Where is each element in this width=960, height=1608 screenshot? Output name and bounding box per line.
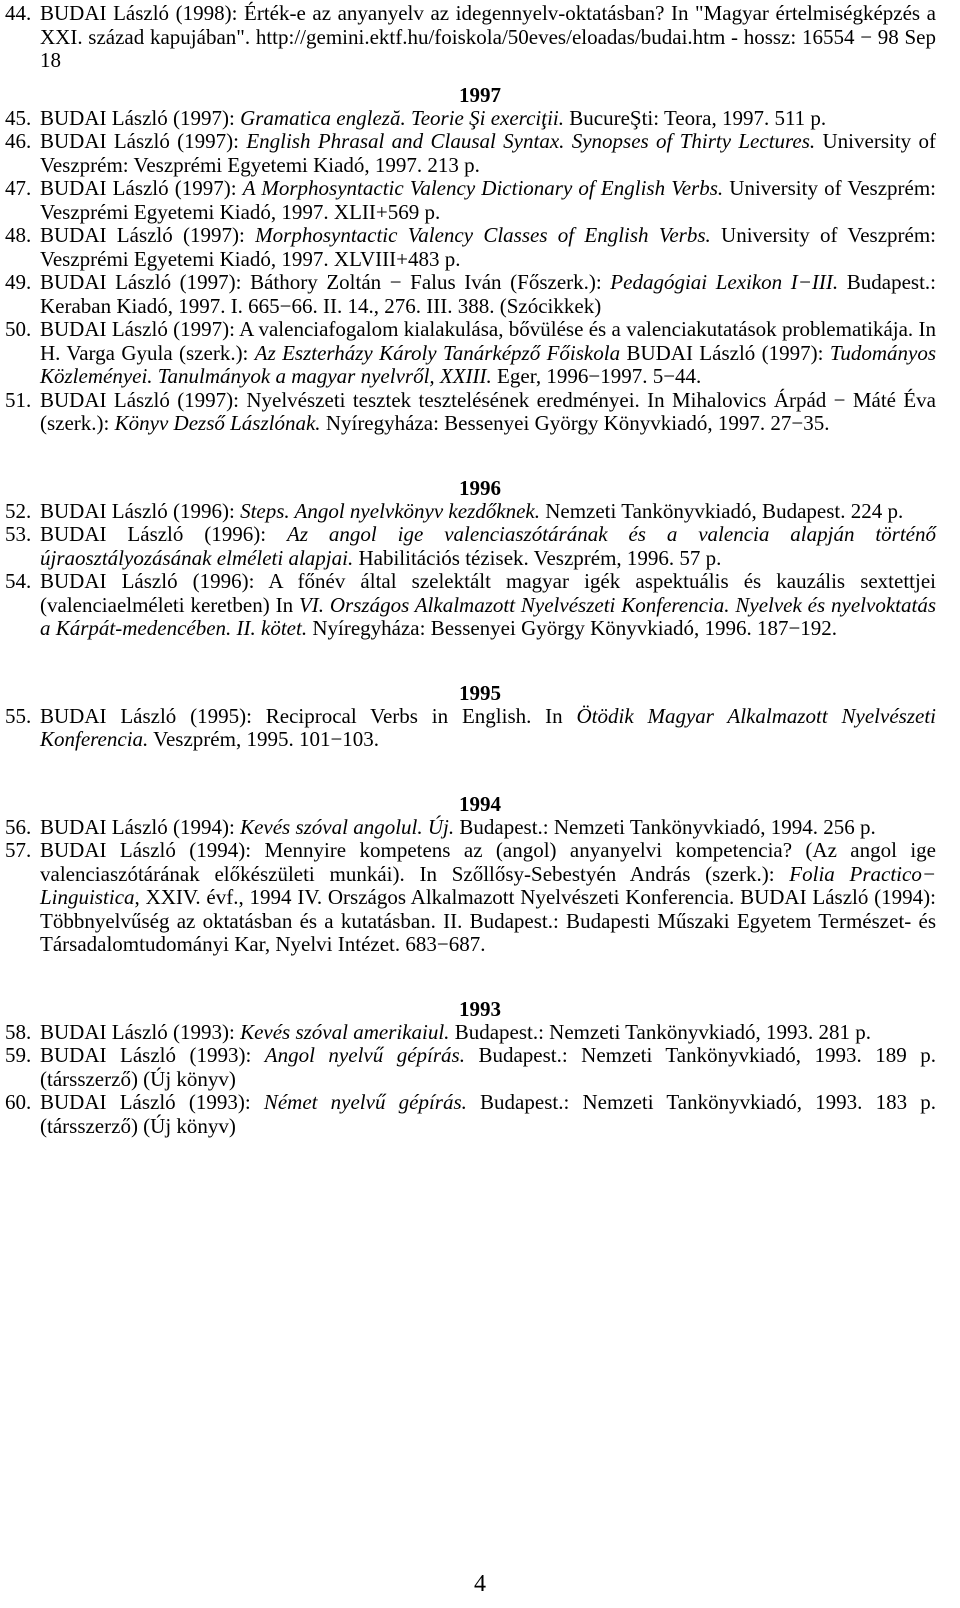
bibliography-entry (0, 523, 936, 570)
bibliography-entry (0, 816, 936, 840)
entry-text: László (1997): (692, 340, 830, 365)
entry-text: László (1996): (106, 522, 288, 546)
entry-number: 46. (5, 129, 32, 153)
entry-title-italic: Kevés szóval angolul. Új. (240, 814, 455, 839)
entry-text: László (1997): Nyelvészeti tesztek tesztelésének eredményei. In Mihalovics Árpád − Máté Éva (szerk.): (40, 387, 936, 435)
entry-title-italic: ii. (547, 105, 564, 130)
entry-title-italic: Angol nyelvű gépírás. (264, 1043, 465, 1067)
entry-text: B (40, 814, 55, 839)
entry-number: 49. (5, 270, 32, 294)
entry-text: Veszprém, 1995. 101−103. (148, 727, 380, 751)
section-gap (0, 957, 960, 997)
author-surname-smallcaps: UDAI (54, 498, 107, 523)
entry-title-italic: Ötödik Magyar Alkalmazott Nyelvészeti Konferencia. (40, 703, 936, 751)
entry-text: Budapest.: Nemzeti Tankönyvkiadó, 1993. 189 p. (társszerző) (Új könyv) (40, 1043, 936, 1091)
entry-title-italic: Pedagógiai Lexikon I−III. (610, 270, 839, 294)
entry-text: B (40, 522, 55, 546)
entry-text: B (40, 176, 55, 200)
author-surname-smallcaps: UDAI (54, 223, 107, 247)
entry-number: 50. (5, 317, 32, 341)
bibliography-entry (0, 1091, 936, 1138)
entry-number: 57. (5, 838, 32, 862)
entry-text: University of Veszprém: Veszprémi Egyetemi Kiadó, 1997. XLVIII+483 p. (40, 223, 937, 271)
entry-text: B (40, 703, 55, 728)
bibliography-entry (0, 570, 936, 641)
entry-text: Nyíregyháza: Bessenyei György Könyvkiadó, 1996. 187−192. (307, 616, 838, 640)
entry-title-italic: Kevés szóval amerikaiul. (240, 1019, 450, 1044)
entry-text: B (40, 387, 55, 412)
entry-text: B (626, 340, 641, 365)
entry-text: László (1994): (106, 814, 241, 839)
entry-number: 51. (5, 387, 32, 412)
bibliography-entry (0, 1021, 936, 1045)
entry-title-italic: ţ (541, 105, 548, 130)
year-heading: 1995 (459, 680, 501, 705)
entry-text: Budapest.: Nemzeti Tankönyvkiadó, 1993. 183 p. (társszerző) (Új könyv) (40, 1090, 936, 1138)
bibliography-entry (0, 130, 936, 177)
entry-text: B (40, 1, 55, 25)
entry-text: B (40, 129, 55, 153)
entry-text: Bucure (564, 105, 630, 130)
entry-text: Budapest.: Nemzeti Tankönyvkiadó, 1993. 281 p. (449, 1019, 872, 1044)
entry-title-italic: i exerci (479, 105, 542, 130)
author-surname-smallcaps: UDAI (54, 129, 107, 153)
entry-text: B (40, 569, 55, 593)
section-gap (0, 752, 960, 792)
entry-number: 55. (5, 703, 32, 728)
bibliography-entry (0, 1044, 936, 1091)
entry-text: Habilitációs tézisek. Veszprém, 1996. 57 p. (353, 545, 722, 570)
entry-text: B (40, 838, 55, 862)
bibliography-entry (0, 177, 936, 224)
entry-text: László (1997): Báthory Zoltán − Falus Iván (Főszerk.): (106, 270, 611, 294)
entry-number: 47. (5, 176, 32, 200)
entry-number: 48. (5, 223, 32, 247)
bibliography-entry (0, 839, 936, 957)
entry-number: 60. (5, 1090, 32, 1114)
entry-number: 44. (5, 1, 32, 25)
author-surname-smallcaps: UDAI (54, 105, 107, 130)
entry-number: 59. (5, 1043, 32, 1067)
bibliography-entry (0, 107, 936, 131)
author-surname-smallcaps: UDAI (54, 838, 107, 862)
entry-text: László (1993): (106, 1019, 241, 1044)
entry-number: 58. (5, 1019, 32, 1044)
author-surname-smallcaps: UDAI (54, 569, 107, 593)
section-gap (0, 436, 960, 476)
entry-title-italic: . Teorie (400, 105, 470, 130)
author-surname-smallcaps: UDAI (54, 703, 107, 728)
entry-text: B (40, 1019, 55, 1044)
entry-text: B (40, 317, 55, 341)
entry-text: ti: Teora, 1997. 511 p. (641, 105, 827, 130)
entry-text: László (1997): (106, 176, 243, 200)
entry-text: László (1993): (106, 1043, 265, 1067)
entry-title-italic: Tudományos Közleményei. Tanulmányok a magyar nyelvről, XXIII. (40, 340, 937, 388)
entry-title-italic: Gramatica englez (240, 105, 390, 130)
bibliography-entry (0, 705, 936, 752)
page-number: 4 (474, 1571, 486, 1597)
entry-text: László (1997): (106, 105, 241, 130)
entry-text: University of Veszprém: Veszprémi Egyetemi Kiadó, 1997. 213 p. (40, 129, 936, 177)
year-heading: 1997 (459, 82, 501, 107)
section-gap (0, 73, 960, 83)
entry-text: Nemzeti Tankönyvkiadó, Budapest. 224 p. (539, 498, 904, 523)
bibliography-list (0, 2, 960, 1138)
entry-title-italic: Folia Practico− Linguistica (40, 861, 936, 909)
entry-text: László (1998): Érték-e az anyanyelv az idegennyelv-oktatásban? In "Magyar értelmiségképzés a XXI. század kapujában". http://gemini.ektf.hu/foiskola/50eves/eloadas/budai.htm - hossz: 16554 − 98 Sep 18 (40, 1, 936, 72)
entry-number: 45. (5, 105, 32, 130)
entry-text: B (40, 1090, 55, 1114)
entry-number: 54. (5, 569, 32, 593)
author-surname-smallcaps: UDAI (54, 270, 107, 294)
author-surname-smallcaps: UDAI (54, 1019, 107, 1044)
entry-text: Budapest.: Keraban Kiadó, 1997. I. 665−66. II. 14., 276. III. 388. (Szócikkek) (40, 270, 936, 318)
entry-text: B (40, 1043, 55, 1067)
bibliography-entry (0, 318, 936, 389)
entry-text: László (1996): A főnév által szelektált magyar igék aspektuális és kauzális sextettjei (valenciaelméleti keretben) In (40, 569, 936, 617)
entry-title-italic: ă (389, 105, 401, 130)
author-surname-smallcaps: UDAI (54, 522, 107, 546)
entry-title-italic: Steps. Angol nyelvkönyv kezdőknek. (240, 498, 540, 523)
entry-text: László (1993): (106, 1090, 264, 1114)
entry-text: László (1997): (106, 223, 256, 247)
entry-title-italic: Német nyelvű gépírás. (263, 1090, 467, 1114)
entry-title-italic: A Morphosyntactic Valency Dictionary of English Verbs. (242, 176, 724, 200)
entry-text: László (1994): Mennyire kompetens az (angol) anyanyelvi kompetencia? (Az angol ige valenciaszótárának előkészületi munkái). In Szőllősy-Sebestyén András (szerk.): (40, 838, 936, 886)
bibliography-entry (0, 224, 936, 271)
entry-text: László (1995): Reciprocal Verbs in English. In (106, 703, 577, 728)
author-surname-smallcaps: UDAI (54, 1, 107, 25)
year-heading: 1993 (459, 996, 501, 1021)
author-surname-smallcaps: UDAI (54, 176, 107, 200)
entry-text: László (1996): (106, 498, 241, 523)
author-surname-smallcaps: UDAI (640, 340, 693, 365)
entry-text: B (40, 498, 55, 523)
entry-title-italic: Morphosyntactic Valency Classes of English Verbs. (255, 223, 711, 247)
bibliography-entry (0, 389, 936, 436)
entry-text: B (740, 885, 755, 909)
bibliography-entry (0, 2, 936, 73)
author-surname-smallcaps: UDAI (54, 1090, 107, 1114)
author-surname-smallcaps: UDAI (54, 387, 107, 412)
year-heading: 1994 (459, 791, 501, 816)
entry-title-italic: Az angol ige valenciaszótárának és a valencia alapján történő újraosztályozásának elméleti alapjai. (40, 522, 937, 570)
entry-number: 53. (5, 522, 32, 546)
entry-text: B (40, 223, 55, 247)
year-heading: 1996 (459, 475, 501, 500)
entry-text: Ş (629, 105, 642, 130)
entry-text: László (1994): Többnyelvűség az oktatásban és a kutatásban. II. Budapest.: Budapesti Műszaki Egyetem Természet- és Társadalomtudományi Kar, Nyelvi Intézet. 683−687. (40, 885, 936, 956)
author-surname-smallcaps: UDAI (754, 885, 807, 909)
entry-text: Eger, 1996−1997. 5−44. (491, 364, 702, 388)
entry-text: László (1997): (106, 129, 247, 153)
entry-title-italic: VI. Országos Alkalmazott Nyelvészeti Konferencia. Nyelvek és nyelvoktatás a Kárpát-medencében. II. kötet. (40, 592, 936, 640)
entry-number: 56. (5, 814, 32, 839)
entry-number: 52. (5, 498, 32, 523)
author-surname-smallcaps: UDAI (54, 814, 107, 839)
bibliography-entry (0, 500, 936, 524)
entry-text: Nyíregyháza: Bessenyei György Könyvkiadó, 1997. 27−35. (320, 411, 830, 435)
bibliography-entry (0, 271, 936, 318)
entry-text: László (1997): A valenciafogalom kialakulása, bővülése és a valenciakutatások problematikája. In H. Varga Gyula (szerk.): (40, 317, 936, 365)
entry-title-italic: Ş (469, 105, 480, 130)
entry-text: B (40, 105, 55, 130)
section-gap (0, 641, 960, 681)
entry-title-italic: English Phrasal and Clausal Syntax. Synopses of Thirty Lectures. (246, 129, 816, 153)
author-surname-smallcaps: UDAI (54, 1043, 107, 1067)
entry-text: , XXIV. évf., 1994 IV. Országos Alkalmazott Nyelvészeti Konferencia. (134, 885, 741, 909)
entry-text: University of Veszprém: Veszprémi Egyetemi Kiadó, 1997. XLII+569 p. (40, 176, 937, 224)
entry-text: B (40, 270, 55, 294)
entry-title-italic: Az Eszterházy Károly Tanárképző Főiskola (254, 340, 627, 365)
entry-text: Budapest.: Nemzeti Tankönyvkiadó, 1994. 256 p. (454, 814, 876, 839)
author-surname-smallcaps: UDAI (54, 317, 107, 341)
entry-title-italic: Könyv Dezső Lászlónak. (114, 411, 321, 435)
